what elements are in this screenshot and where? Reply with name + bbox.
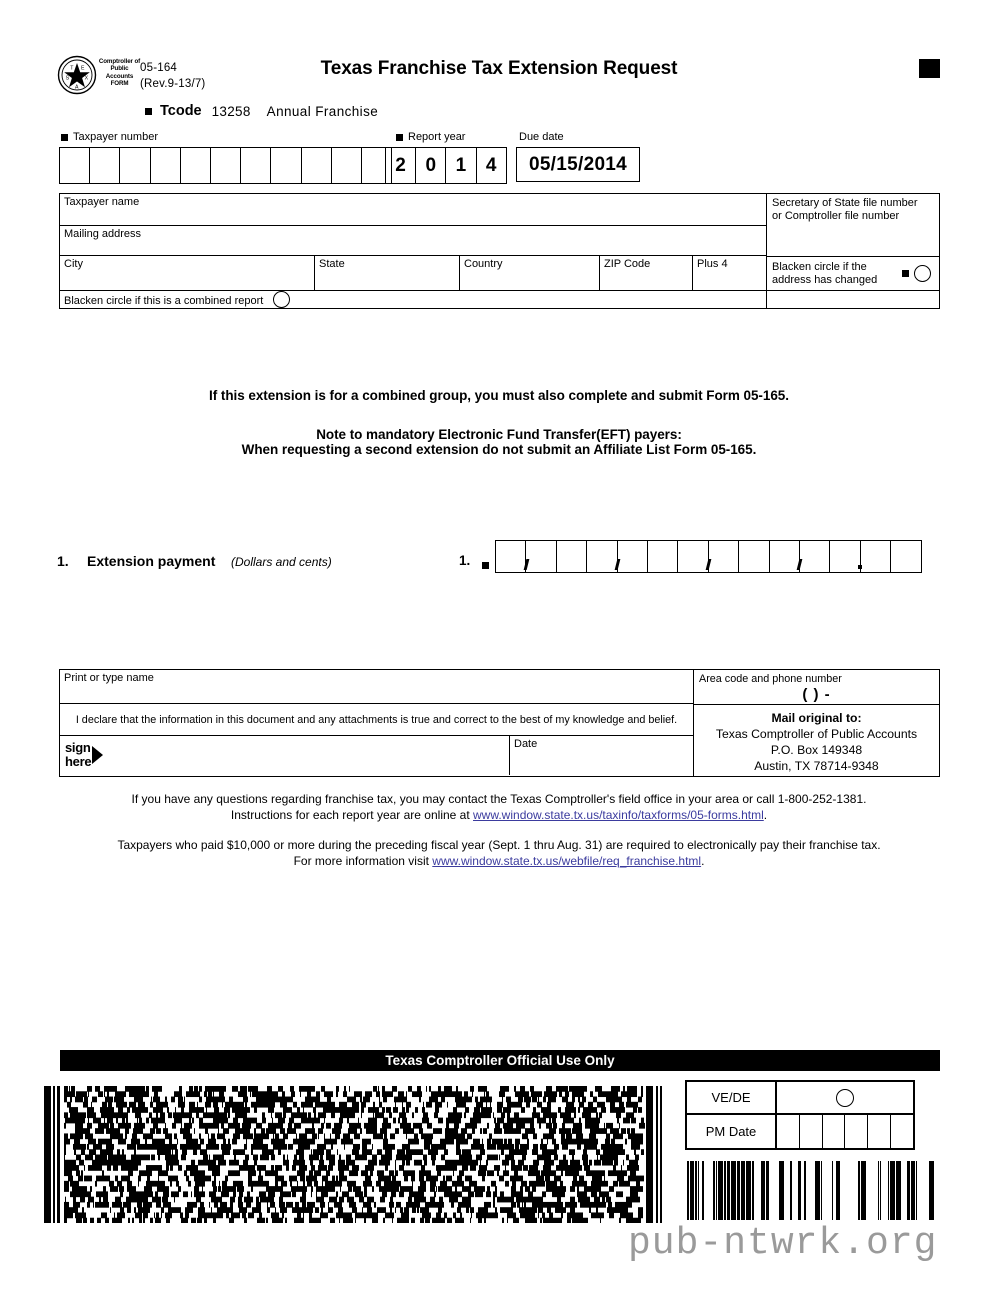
cell[interactable] [823, 1115, 846, 1148]
signature-left-column [60, 670, 694, 776]
vede-circle[interactable] [836, 1089, 854, 1107]
signature-date-label: Date [514, 738, 538, 750]
form-header [0, 0, 998, 120]
sign-here-badge [65, 741, 103, 768]
note-spacer [0, 403, 998, 427]
item1-number: 1. [57, 553, 69, 569]
cell[interactable]: 2 [386, 148, 416, 183]
linear-barcode [685, 1161, 937, 1220]
extension-payment-input[interactable] [495, 540, 922, 573]
note-line-3: When requesting a second extension do not submit an Affiliate List Form 05-165. [241, 442, 757, 457]
vede-field[interactable] [777, 1082, 913, 1113]
pdf417-barcode [44, 1086, 664, 1223]
cell[interactable] [845, 1115, 868, 1148]
mail-original-block [694, 704, 939, 774]
footer-p1-suffix: . [763, 808, 768, 822]
signature-row [60, 736, 693, 775]
pm-date-input[interactable] [777, 1115, 913, 1148]
cell[interactable]: 4 [485, 154, 497, 176]
print-name-field[interactable] [60, 670, 693, 704]
address-left-column [60, 194, 767, 308]
amount-cell[interactable] [557, 541, 587, 572]
cell[interactable] [90, 148, 120, 183]
corner-marker-icon [919, 59, 940, 78]
taxpayer-name-field[interactable] [60, 194, 766, 226]
footer-p2-suffix: . [701, 854, 705, 868]
signature-block [59, 669, 940, 777]
amount-cell[interactable] [618, 541, 648, 572]
note-line-2: Note to mandatory Electronic Fund Transfer(EFT) payers: [316, 427, 682, 442]
cell[interactable] [271, 148, 301, 183]
combined-report-circle[interactable] [273, 291, 290, 308]
item1-reference-number: 1. [459, 553, 471, 568]
sign-here-arrow-icon [92, 746, 103, 764]
footer-p2-line1: Taxpayers who paid $10,000 or more during the preceding fiscal year (Sept. 1 thru Aug. 31) are required to electronically pay their franchise tax. [117, 838, 881, 852]
tcode-label: Tcode [160, 103, 202, 119]
pm-date-label: PM Date [687, 1115, 777, 1148]
official-use-table [685, 1080, 915, 1150]
webfile-link[interactable]: www.window.state.tx.us/webfile/req_franchise.html [432, 854, 702, 868]
cell[interactable] [891, 1115, 913, 1148]
address-changed-label [767, 261, 902, 286]
svg-text:E: E [81, 65, 85, 72]
cell[interactable] [332, 148, 362, 183]
amount-cell[interactable] [526, 541, 556, 572]
mail-line-2: P.O. Box 149348 [770, 743, 863, 757]
cell[interactable]: 1 [446, 148, 476, 183]
footer-p1-prefix: Instructions for each report year are online at [230, 808, 474, 822]
taxpayer-name-label: Taxpayer name [64, 196, 140, 208]
report-year-label: Report year [408, 131, 466, 143]
address-changed-marker-icon [902, 270, 909, 277]
sign-here-line1: sign [65, 740, 91, 755]
footer-p2-prefix: For more information visit [293, 854, 433, 868]
amount-cell[interactable] [800, 541, 830, 572]
amount-cell[interactable] [830, 541, 860, 572]
amount-cell[interactable] [861, 541, 891, 572]
plus4-label: Plus 4 [697, 258, 728, 270]
cell[interactable] [800, 1115, 823, 1148]
zip-code-label: ZIP Code [604, 258, 651, 270]
tcode-marker-icon [145, 108, 152, 115]
taxpayer-number-label: Taxpayer number [73, 131, 158, 143]
amount-cell[interactable] [496, 541, 526, 572]
amount-cell[interactable] [770, 541, 800, 572]
cell[interactable] [181, 148, 211, 183]
pm-date-row [687, 1115, 913, 1148]
seal-caption: Comptroller of Public Accounts FORM [98, 58, 141, 88]
sos-file-number-label-line2: or Comptroller file number [772, 210, 900, 222]
official-use-banner: Texas Comptroller Official Use Only [60, 1050, 940, 1071]
footer-paragraph-1 [0, 791, 998, 823]
phone-field[interactable] [694, 670, 939, 704]
page-title: Texas Franchise Tax Extension Request [320, 58, 678, 79]
signature-right-column [694, 670, 939, 776]
due-date-value: 05/15/2014 [516, 147, 640, 182]
signature-date-field[interactable] [510, 736, 693, 775]
address-block [59, 193, 940, 309]
cell[interactable] [211, 148, 241, 183]
tcode-row [145, 103, 378, 119]
vede-row [687, 1082, 913, 1115]
cell[interactable] [777, 1115, 800, 1148]
combined-report-label: Blacken circle if this is a combined report [64, 294, 264, 307]
form-number: 05-164 [140, 62, 178, 74]
tcode-value: 13258 [211, 103, 251, 119]
taxpayer-number-label-group [61, 131, 158, 143]
state-label: State [319, 258, 345, 270]
taxpayer-number-input[interactable] [59, 147, 392, 184]
mailing-address-label: Mailing address [64, 228, 142, 240]
note-line-1: If this extension is for a combined group, you must also complete and submit Form 05-165. [209, 388, 789, 403]
sign-here-text [65, 741, 91, 768]
sos-file-number-label-line1: Secretary of State file number [772, 197, 918, 209]
cell[interactable]: 0 [416, 148, 446, 183]
mail-line-3: Austin, TX 78714-9348 [754, 759, 879, 773]
state-field[interactable] [315, 256, 460, 290]
sos-file-number-field[interactable] [767, 194, 939, 223]
country-label: Country [464, 258, 503, 270]
address-right-column [767, 194, 939, 308]
amount-cell[interactable] [709, 541, 739, 572]
signature-field[interactable] [60, 736, 510, 775]
phone-label: Area code and phone number [699, 673, 842, 685]
address-changed-circle[interactable] [914, 265, 931, 282]
amount-cell[interactable] [678, 541, 708, 572]
sign-here-line2: here [65, 753, 92, 769]
amount-cell[interactable] [891, 541, 921, 572]
taxpayer-number-marker-icon [61, 134, 68, 141]
footer-p1-line1: If you have any questions regarding franchise tax, you may contact the Texas Comptroller's field office in your area or call 1-800-252-1381. [131, 792, 867, 806]
mailing-address-field[interactable] [60, 226, 766, 256]
amount-cell[interactable] [739, 541, 769, 572]
cell[interactable] [241, 148, 271, 183]
footer-p2-line2 [0, 853, 998, 869]
zip-code-field[interactable] [600, 256, 693, 290]
item1-parenthetical: (Dollars and cents) [231, 555, 332, 569]
declaration-text: I declare that the information in this document and any attachments is true and correct to the best of my knowledge and belief. [60, 704, 693, 736]
cell[interactable] [868, 1115, 891, 1148]
city-field[interactable] [60, 256, 315, 290]
address-changed-line2: address has changed [772, 273, 878, 286]
combined-report-row[interactable] [60, 291, 766, 308]
instruction-notes [0, 388, 998, 457]
item1-label: Extension payment [87, 553, 216, 569]
vede-label: VE/DE [687, 1082, 777, 1113]
plus4-field[interactable] [693, 256, 765, 290]
report-year-label-group [396, 131, 465, 143]
svg-text:X: X [84, 75, 89, 82]
mail-line-1: Texas Comptroller of Public Accounts [715, 727, 918, 741]
address-changed-row[interactable] [767, 256, 939, 291]
print-name-label: Print or type name [64, 672, 154, 684]
footer-p1-line2 [0, 807, 998, 823]
svg-text:T: T [70, 65, 74, 72]
country-field[interactable] [460, 256, 600, 290]
mail-original-title: Mail original to: [771, 711, 862, 725]
cell[interactable] [120, 148, 150, 183]
tcode-name: Annual Franchise [266, 103, 379, 119]
amount-cell[interactable] [587, 541, 617, 572]
item1-marker-icon [482, 562, 489, 569]
form-revision: (Rev.9-13/7) [140, 78, 206, 90]
footer-paragraph-2 [0, 837, 998, 869]
svg-text:S: S [65, 75, 70, 82]
cell[interactable] [60, 148, 90, 183]
watermark-text: pub-ntwrk.org [628, 1222, 938, 1265]
cell[interactable] [151, 148, 181, 183]
amount-cell[interactable] [648, 541, 678, 572]
report-year-marker-icon [396, 134, 403, 141]
report-year-input[interactable] [385, 147, 507, 184]
cell[interactable] [302, 148, 332, 183]
svg-text:A: A [75, 84, 79, 91]
geography-row [60, 256, 766, 291]
phone-format-marks: ( ) - [802, 686, 831, 703]
city-label: City [64, 258, 83, 270]
due-date-label: Due date [519, 131, 564, 143]
instructions-link[interactable]: www.window.state.tx.us/taxinfo/taxforms/05-forms.html [473, 808, 764, 822]
address-changed-line1: Blacken circle if the [772, 261, 867, 273]
